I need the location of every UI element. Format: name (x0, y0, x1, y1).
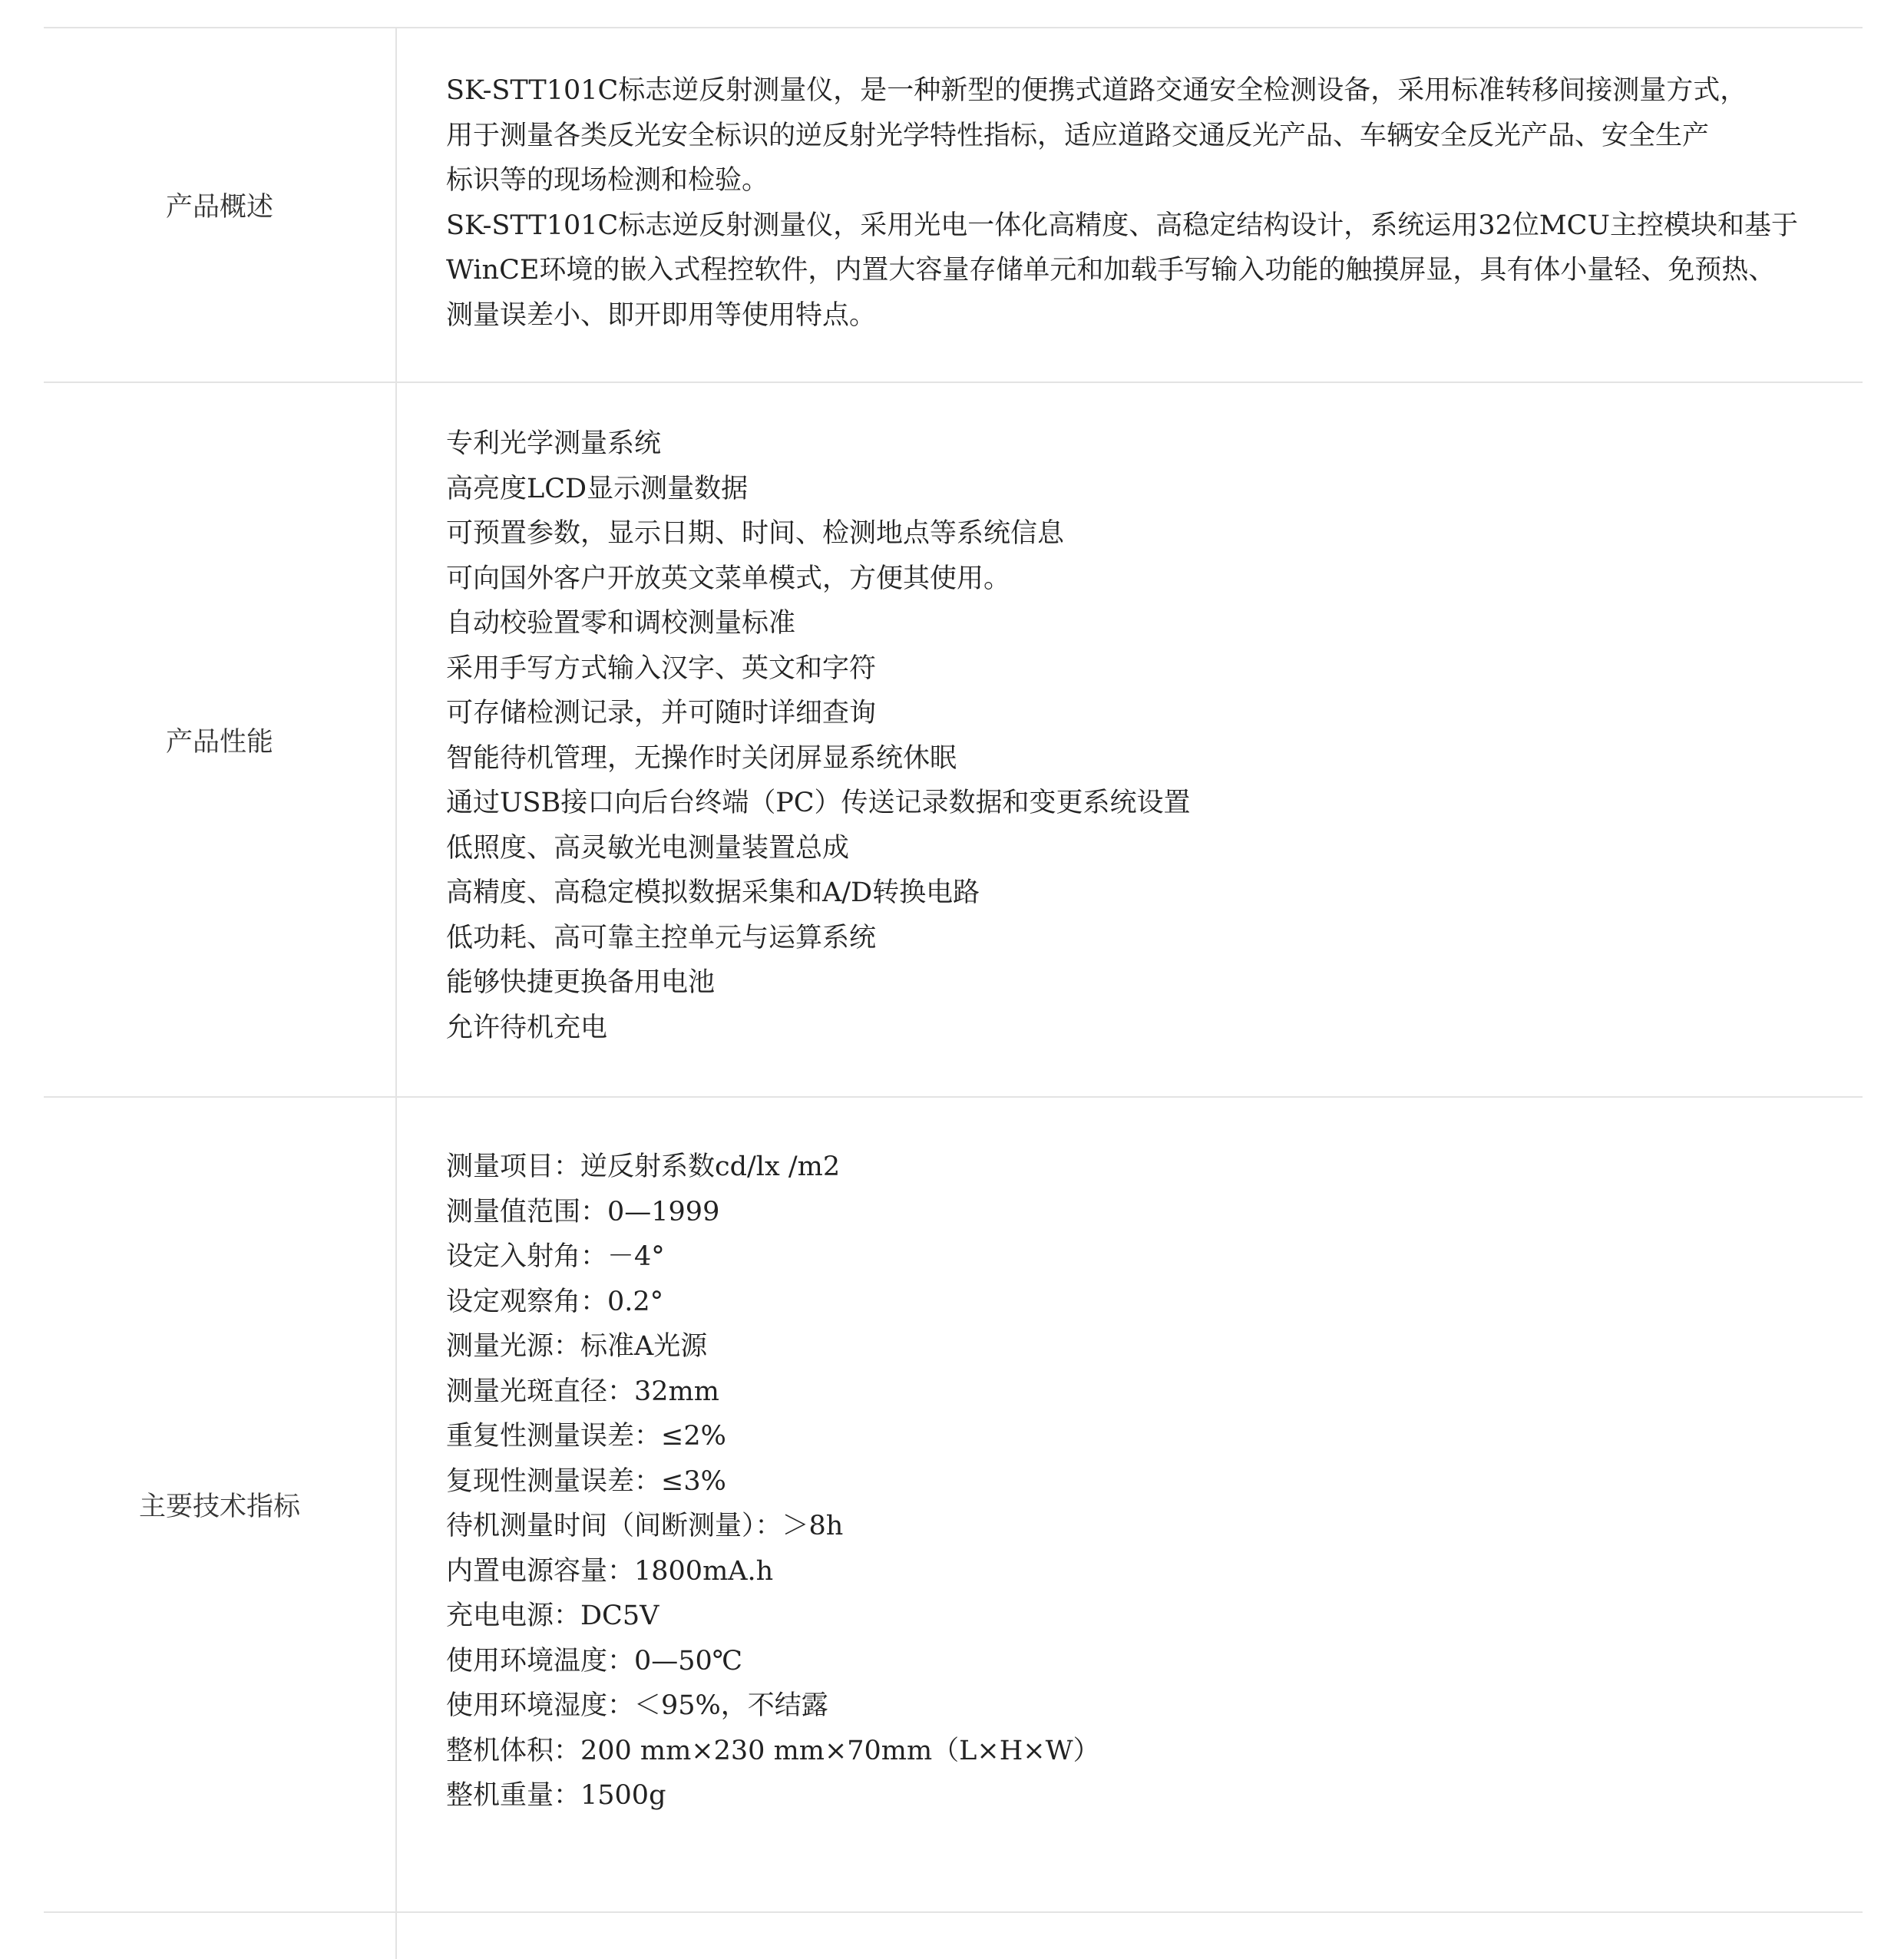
feature-item: 允许待机充电 (446, 1012, 608, 1043)
feature-item: 通过USB接口向后台终端（PC）传送记录数据和变更系统设置 (446, 788, 1191, 818)
text-line: 用于测量各类反光安全标识的逆反射光学特性指标，适应道路交通反光产品、车辆安全反光产品、安全生产 (446, 120, 1710, 151)
text-line: 测量误差小、即开即用等使用特点。 (446, 299, 877, 331)
row-label: 产品概述 (165, 192, 273, 223)
spec-item: 设定入射角：－4° (446, 1241, 665, 1272)
feature-item: 自动校验置零和调校测量标准 (446, 608, 796, 639)
spec-item: 测量光源：标准A光源 (446, 1331, 708, 1362)
feature-item: 采用手写方式输入汉字、英文和字符 (446, 652, 877, 684)
features-row (44, 383, 1863, 1098)
feature-item: 低照度、高灵敏光电测量装置总成 (446, 832, 850, 864)
spec-item: 整机体积：200 mm×230 mm×70mm（L×H×W） (446, 1735, 1100, 1766)
spec-item: 待机测量时间（间断测量）：＞8h (446, 1511, 844, 1541)
feature-item: 可存储检测记录，并可随时详细查询 (446, 698, 877, 728)
feature-item: 高亮度LCD显示测量数据 (446, 473, 749, 504)
spec-item: 使用环境湿度：＜95%，不结露 (446, 1690, 828, 1721)
trailing-row (44, 1913, 1863, 1959)
text-line: WinCE环境的嵌入式程控软件，内置大容量存储单元和加载手写输入功能的触摸屏显，具有体小量轻、免预热、 (446, 255, 1776, 286)
row-label: 主要技术指标 (138, 1492, 300, 1522)
features-label-cell (44, 383, 397, 1096)
text-line: 标识等的现场检测和检验。 (446, 165, 769, 196)
feature-item: 智能待机管理，无操作时关闭屏显系统休眠 (446, 742, 957, 774)
spec-item: 整机重量：1500g (446, 1780, 666, 1811)
trailing-content (397, 1913, 1863, 1959)
spec-item: 设定观察角：0.2° (446, 1286, 664, 1317)
spec-item: 测量值范围：0—1999 (446, 1196, 720, 1227)
spec-item: 测量光斑直径：32mm (446, 1376, 719, 1407)
spec-item: 内置电源容量：1800mA.h (446, 1555, 774, 1587)
overview-content (397, 28, 1863, 382)
feature-item: 能够快捷更换备用电池 (446, 967, 716, 998)
specs-row (44, 1098, 1863, 1913)
features-content (397, 383, 1863, 1096)
trailing-label-cell (44, 1913, 397, 1959)
spec-table (44, 27, 1863, 1959)
overview-label-cell (44, 28, 397, 382)
text-line: SK-STT101C标志逆反射测量仪，采用光电一体化高精度、高稳定结构设计，系统运用32位MCU主控模块和基于 (446, 210, 1798, 241)
spec-item: 测量项目：逆反射系数cd/lx /m2 (446, 1151, 841, 1182)
text-line: SK-STT101C标志逆反射测量仪，是一种新型的便携式道路交通安全检测设备，采用标准转移间接测量方式， (446, 75, 1747, 106)
spec-item: 复现性测量误差：≤3% (446, 1465, 726, 1497)
specs-content (397, 1098, 1863, 1911)
row-label: 产品性能 (165, 726, 273, 758)
spec-item: 重复性测量误差：≤2% (446, 1421, 726, 1452)
overview-row (44, 28, 1863, 383)
spec-item: 使用环境温度：0—50℃ (446, 1645, 742, 1677)
feature-item: 高精度、高稳定模拟数据采集和A/D转换电路 (446, 877, 980, 908)
spec-item: 充电电源：DC5V (446, 1601, 659, 1631)
feature-item: 低功耗、高可靠主控单元与运算系统 (446, 922, 877, 953)
feature-item: 可预置参数，显示日期、时间、检测地点等系统信息 (446, 518, 1065, 549)
feature-item: 可向国外客户开放英文菜单模式，方便其使用。 (446, 563, 1011, 594)
specs-label-cell (44, 1098, 397, 1911)
feature-item: 专利光学测量系统 (446, 428, 662, 459)
